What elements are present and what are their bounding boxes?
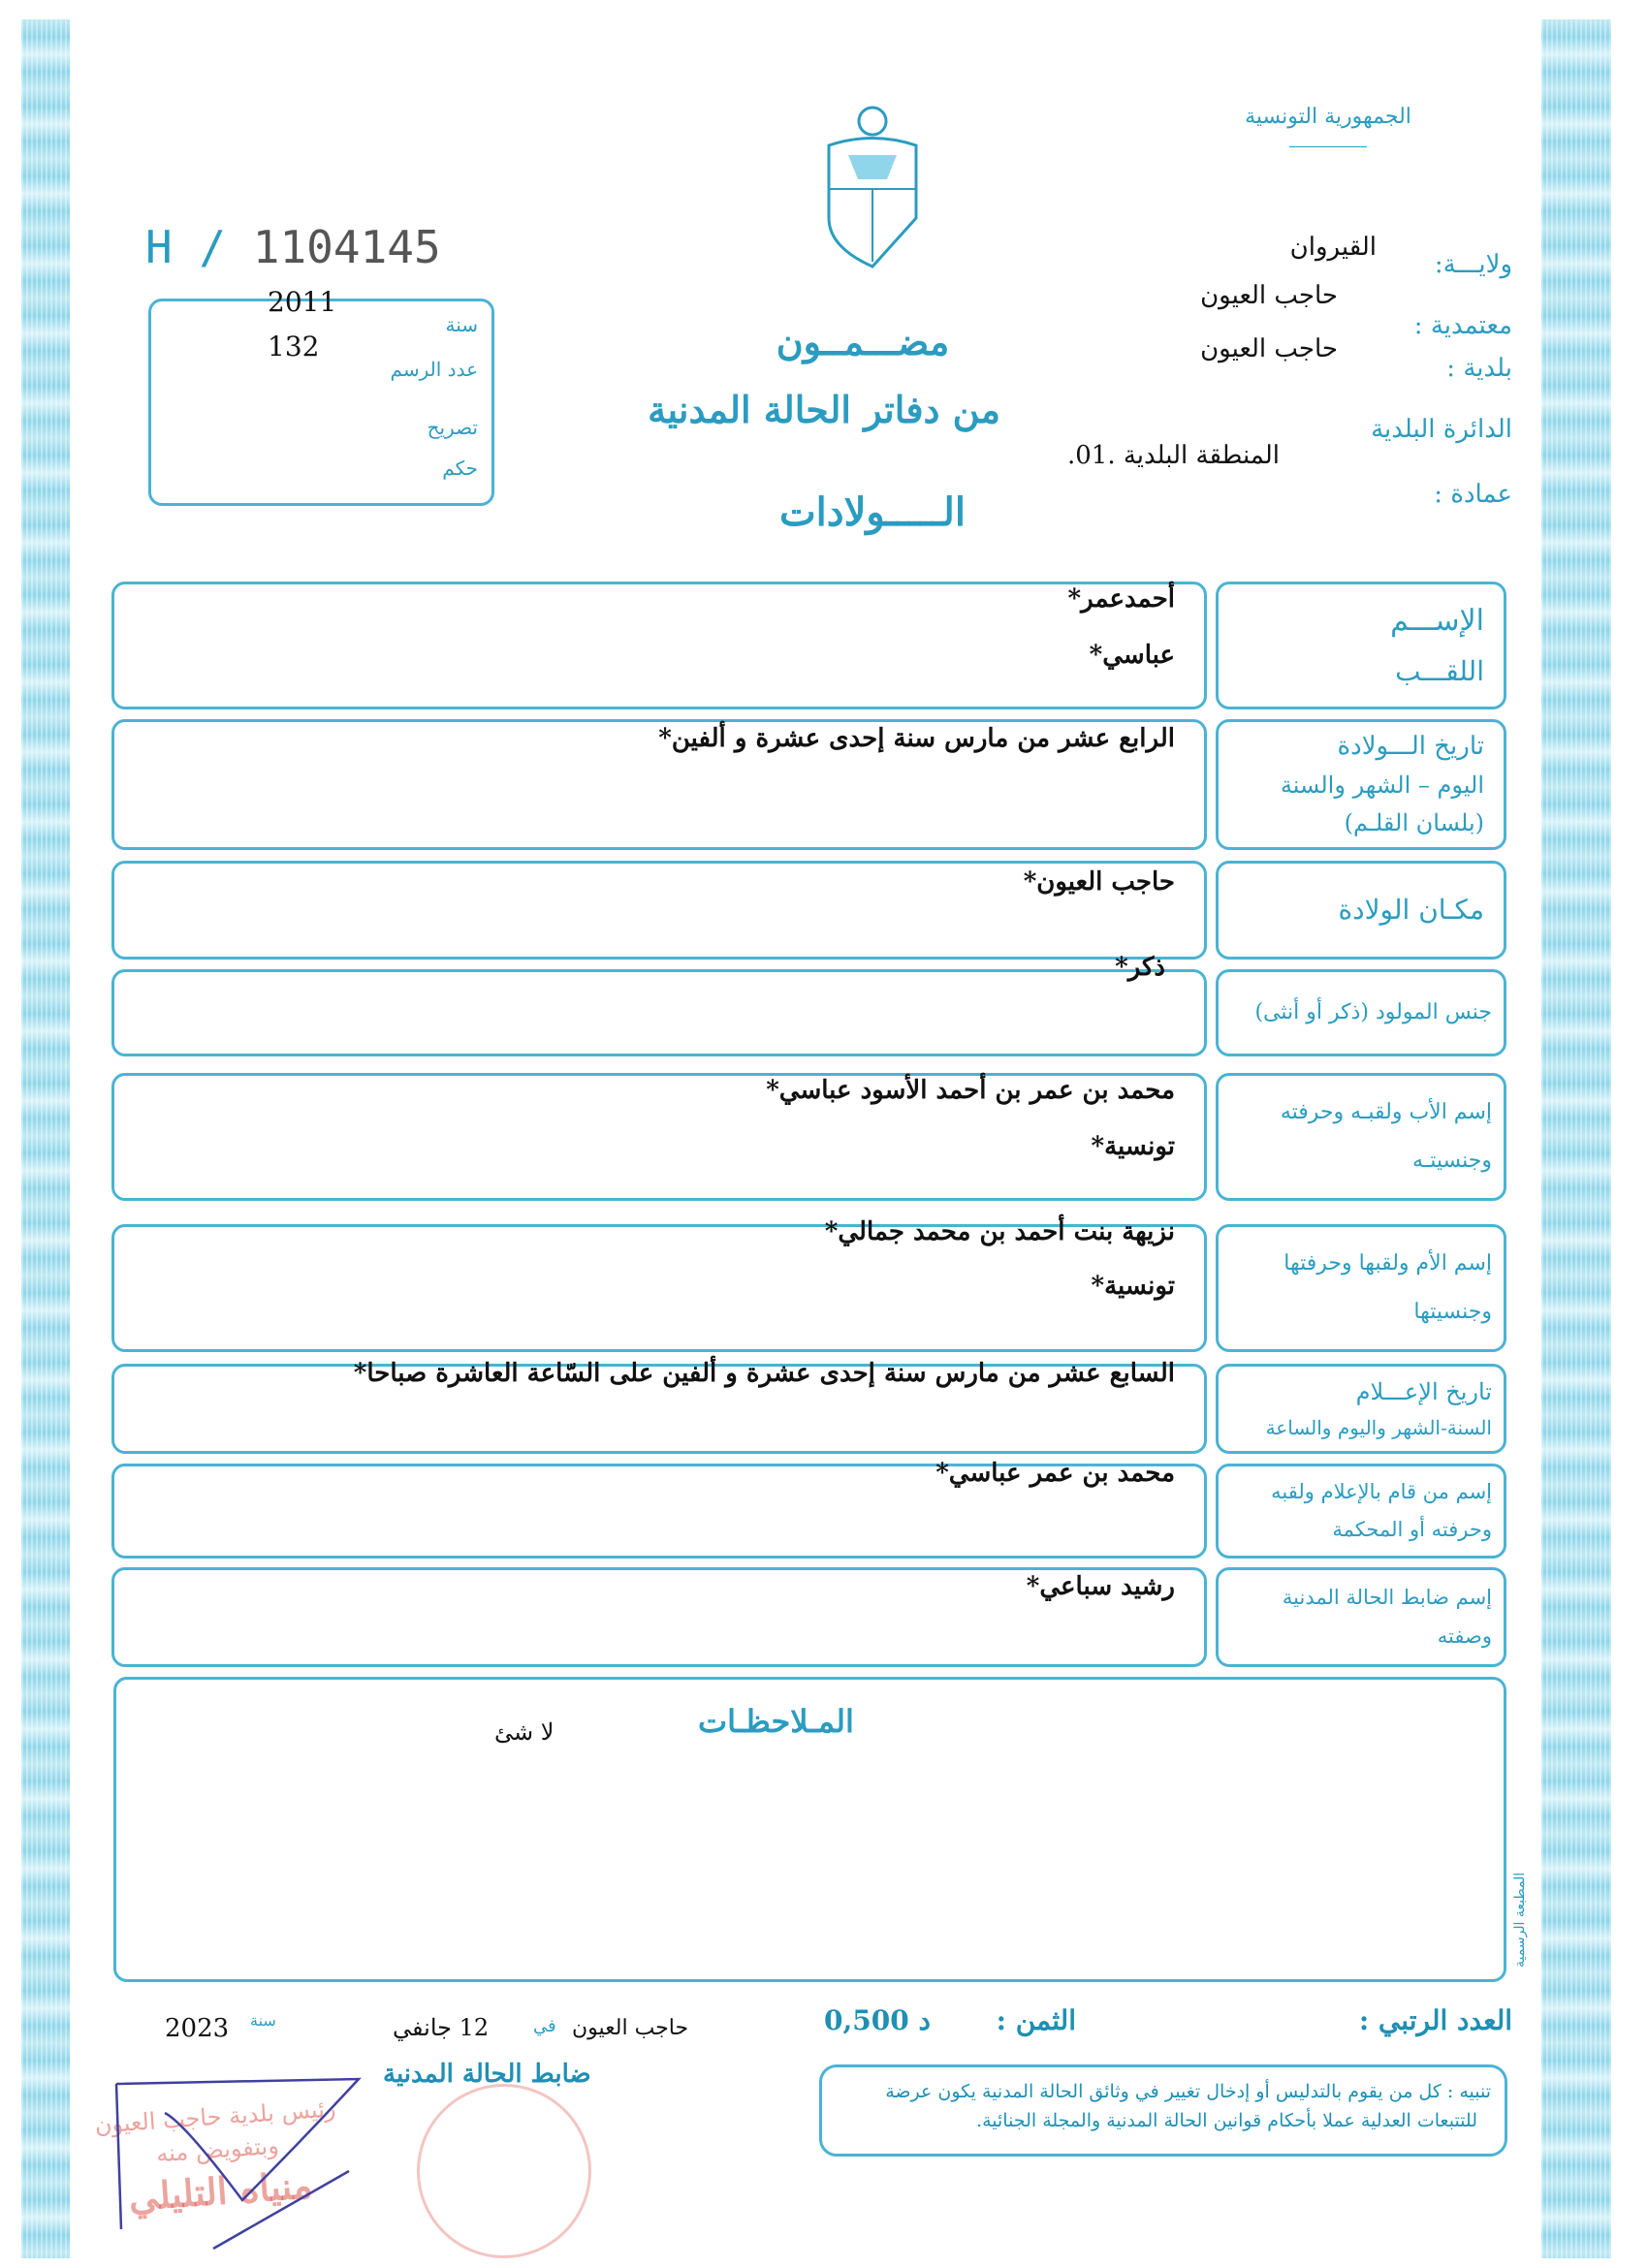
place: حاجب العيون — [572, 2016, 689, 2040]
row-officer-value — [111, 1567, 1207, 1667]
municipality-value: حاجب العيون — [1200, 334, 1338, 363]
stamp-line: رئيس بلدية حاجب العيون — [93, 2095, 337, 2139]
surname: عباسي* — [1089, 641, 1175, 670]
coat-of-arms-emblem — [819, 102, 926, 271]
row-name-label — [1216, 582, 1506, 709]
right-border — [1541, 19, 1611, 2258]
notes-label: المـلاحظـات — [698, 1703, 854, 1740]
date-value: 12 جانفي — [393, 2014, 490, 2041]
label: السنة-الشهر واليوم والساعة — [1265, 1416, 1492, 1440]
mother-nationality: تونسية* — [1091, 1272, 1175, 1301]
title-registers: من دفاتر الحالة المدنية — [648, 388, 1000, 431]
label: اليوم – الشهر والسنة — [1280, 772, 1484, 800]
signature — [107, 2055, 397, 2268]
row-birthdate-label — [1216, 719, 1506, 850]
label: جنس المولود (ذكر أو أنثى) — [1254, 999, 1492, 1024]
row-declaration-date-value — [111, 1359, 1207, 1454]
row-sex-value — [111, 953, 1207, 1056]
label: وصفته — [1437, 1623, 1492, 1648]
imada-label: عمادة : — [1434, 480, 1512, 509]
row-birthdate-value — [111, 719, 1207, 850]
stamp-line: وبتفويض منه — [155, 2131, 280, 2168]
name-label: الإســـم — [1390, 603, 1484, 638]
label: وجنسيتها — [1413, 1299, 1492, 1324]
first-name: أحمدعمر* — [1067, 584, 1175, 614]
mother: نزيهة بنت أحمد بن محمد جمالي* — [824, 1217, 1175, 1246]
district-value: المنطقة البلدية .01. — [1066, 441, 1280, 470]
row-father-label — [1216, 1073, 1506, 1201]
notes-value: لا شئ — [494, 1718, 555, 1746]
serial-number — [145, 221, 441, 273]
price-value: 0,500 د — [824, 2004, 931, 2036]
father: محمد بن عمر بن أحمد الأسود عباسي* — [766, 1076, 1175, 1105]
declarant: محمد بن عمر عباسي* — [935, 1459, 1175, 1488]
label: وحرفته أو المحكمة — [1332, 1517, 1492, 1541]
stamp-line: منياه التليلي — [127, 2162, 314, 2220]
round-seal — [417, 2084, 591, 2258]
serial-label: العدد الرتبي : — [1358, 2004, 1512, 2036]
year-value: 2023 — [165, 2014, 230, 2043]
warning-line-2: للتتبعات العدلية عملا بأحكام قوانين الحالة المدنية والمجلة الجنائية. — [976, 2110, 1477, 2132]
divider — [1289, 146, 1367, 147]
price-label: الثمن : — [996, 2004, 1076, 2036]
number-value: 132 — [268, 331, 320, 362]
row-declaration-date-label — [1216, 1364, 1506, 1454]
municipality-label: بلدية : — [1446, 354, 1512, 383]
district-label: الدائرة البلدية — [1371, 415, 1512, 444]
row-name-value — [111, 582, 1207, 709]
wilaya-label: ولايـــة: — [1434, 250, 1512, 279]
delegation-label: معتمدية : — [1413, 311, 1512, 340]
row-mother-label — [1216, 1224, 1506, 1352]
number-label: عدد الرسم — [390, 358, 478, 381]
declaration-date: السابع عشر من مارس سنة إحدى عشرة و ألفين على السّاعة العاشرة صباحا* — [353, 1359, 1175, 1388]
father-nationality: تونسية* — [1091, 1132, 1175, 1161]
label: (بلسان القلـم) — [1344, 808, 1484, 836]
row-declarant-value — [111, 1459, 1207, 1559]
serial-prefix: H / — [145, 221, 227, 273]
row-officer-label — [1216, 1567, 1506, 1667]
row-father-value — [111, 1073, 1207, 1201]
delegation-value: حاجب العيون — [1200, 281, 1338, 310]
label: مكـان الولادة — [1338, 893, 1484, 926]
year-label: سنة — [445, 313, 478, 336]
serial-value: 1104145 — [252, 221, 441, 273]
label: إسم من قام بالإعلام ولقبه — [1271, 1480, 1492, 1504]
declaration-label: تصريح — [427, 416, 478, 439]
title-summary: مضـــمــون — [776, 320, 950, 363]
sex: ذكر* — [1115, 953, 1165, 982]
label: إسم الأم ولقبها وحرفتها — [1284, 1250, 1492, 1276]
printer-mark: المطبعة الرسمية — [1512, 1872, 1528, 1968]
date-prefix: في — [533, 2016, 556, 2036]
birth-date: الرابع عشر من مارس سنة إحدى عشرة و ألفين* — [658, 724, 1175, 753]
title-births: الـــــولادات — [779, 489, 966, 535]
row-sex-label — [1216, 969, 1506, 1056]
left-border — [21, 19, 70, 2258]
warning-line-1: تنبيه : كل من يقوم بالتدليس أو إدخال تغيير في وثائق الحالة المدنية يكون عرضة — [885, 2081, 1491, 2102]
republic-title: الجمهورية التونسية — [1245, 105, 1411, 129]
judgment-label: حكم — [442, 457, 478, 480]
row-birthplace-value — [111, 861, 1207, 960]
year-label: سنة — [250, 2011, 276, 2030]
surname-label: اللقـــب — [1395, 655, 1484, 688]
row-birthplace-label — [1216, 861, 1506, 960]
label: إسم الأب ولقبـه وحرفته — [1280, 1099, 1492, 1124]
birth-place: حاجب العيون* — [1023, 867, 1175, 897]
row-declarant-label — [1216, 1464, 1506, 1559]
row-mother-value — [111, 1217, 1207, 1352]
officer-signature-label: ضابط الحالة المدنية — [383, 2060, 591, 2089]
label: تاريخ الـــولادة — [1337, 732, 1484, 762]
label: إسم ضابط الحالة المدنية — [1282, 1585, 1492, 1609]
label: تاريخ الإعـــلام — [1355, 1377, 1492, 1405]
notes-box — [113, 1677, 1506, 1982]
record-box — [148, 286, 494, 506]
warning-box — [819, 2064, 1507, 2157]
wilaya-value: القيروان — [1289, 233, 1377, 262]
label: وجنسيتـه — [1411, 1148, 1492, 1173]
officer: رشيد سباعي* — [1026, 1572, 1175, 1601]
year-value: 2011 — [268, 286, 337, 318]
